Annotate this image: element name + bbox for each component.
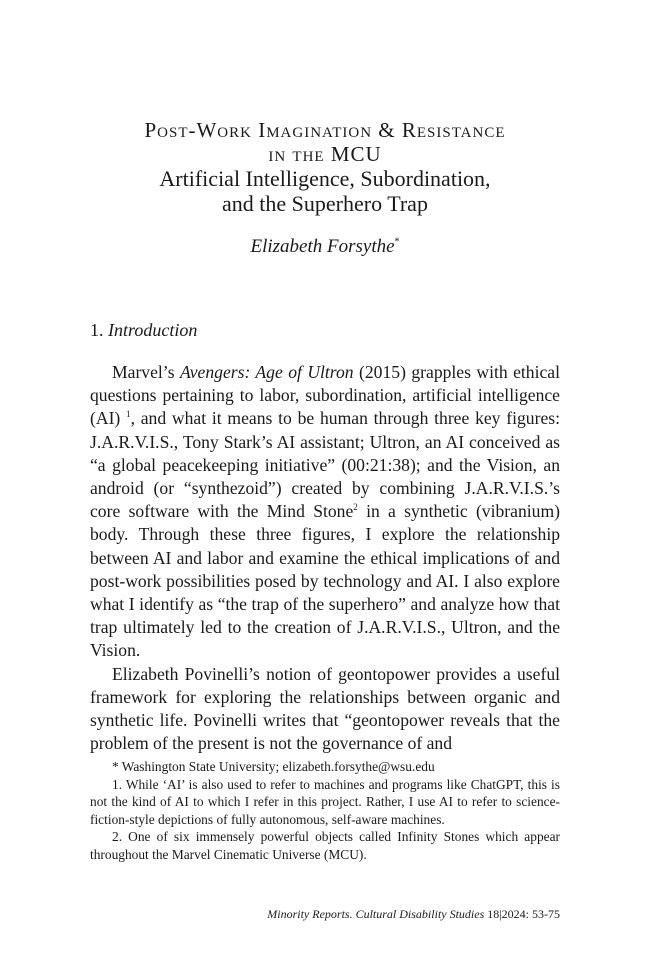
footnote-ref-1[interactable]: 1: [126, 409, 131, 420]
title-line-2: in the MCU: [268, 142, 382, 166]
paragraph-2: Elizabeth Povinelli’s notion of geontopower provides a useful framework for exploring the relationships between organic and synthetic life. Povinelli writes that “geontopower reveals that the problem of the present is not the governance of and: [90, 663, 560, 754]
journal-issue: 18|2024: 53-75: [484, 907, 560, 921]
body-text: [90, 361, 560, 755]
section-number: 1.: [90, 320, 104, 340]
paragraph-1-part-4: in a synthetic (vibranium) body. Through these three figures, I explore the relationship between AI and labor and examine the ethical implications of and post-work possibilities posed by technology and AI. I also explore what I identify as “the trap of the superhero” and analyze how that trap ultimately led to the creation of J.A.R.V.I.S., Ultron, and the Vision.: [90, 501, 560, 661]
author: [0, 236, 650, 258]
journal-name: Minority Reports. Cultural Disability Studies: [267, 907, 485, 921]
author-footnote-marker: *: [394, 236, 400, 248]
paragraph-1-part-2: (2015) grapples with ethical questions pertaining to labor, subordination, artificial intelligence (AI): [90, 362, 560, 429]
paragraph-1: [90, 361, 560, 663]
footnote-ref-2[interactable]: 2: [353, 502, 358, 513]
title-line-1: Post-Work Imagination & Resistance: [144, 118, 506, 142]
subtitle-line-1: Artificial Intelligence, Subordination,: [159, 166, 491, 191]
section-heading: [90, 320, 197, 341]
film-title: Avengers: Age of Ultron: [179, 362, 354, 382]
section-title: Introduction: [108, 320, 198, 340]
footnotes: [90, 758, 560, 864]
subtitle-line-2: and the Superhero Trap: [222, 191, 428, 216]
footnote-2: 2. One of six immensely powerful objects called Infinity Stones which appear throughout the Marvel Cinematic Universe (MCU).: [90, 829, 560, 862]
author-name: Elizabeth Forsythe: [250, 236, 395, 257]
paragraph-1-part-1: Marvel’s: [112, 362, 180, 382]
footnote-1: 1. While ‘AI’ is also used to refer to machines and programs like ChatGPT, this is not the kind of AI to which I refer in this project. Rather, I use AI to refer to science-fiction-style depictions of fully autonomous, self-aware machines.: [90, 776, 560, 827]
page-footer: [0, 907, 560, 922]
title-block: [0, 118, 650, 258]
paragraph-1-part-3: , and what it means to be human through three key figures: J.A.R.V.I.S., Tony Stark’s AI assistant; Ultron, an AI conceived as “a global peacekeeping initiative” (00:21:38); and the Vision, an android (or “synthezoid”) created by combining J.A.R.V.I.S.’s core software with the Mind Stone: [90, 408, 560, 522]
footnote-affiliation: * Washington State University; elizabeth.forsythe@wsu.edu: [112, 759, 435, 774]
